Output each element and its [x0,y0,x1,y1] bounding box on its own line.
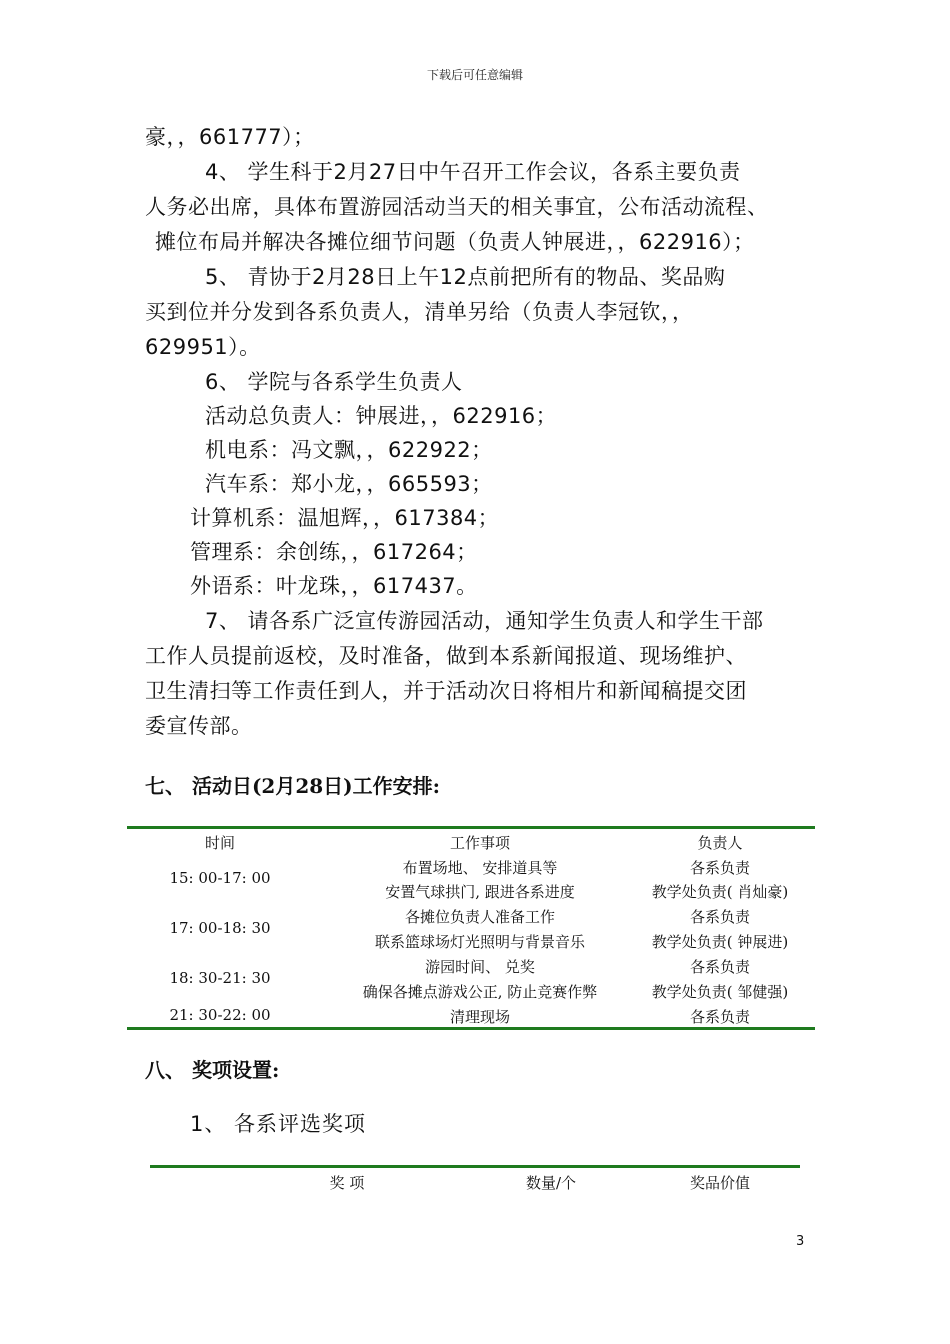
contact-line: 外语系：叶龙珠，，617437。 [190,574,478,598]
table-cell-owner: 教学处负责( 钟展进) [651,933,789,951]
paragraph-line: 4、 学生科于2月27日中午召开工作会议，各系主要负责 [205,160,741,184]
page-number: 3 [796,1234,805,1249]
table-cell-task: 安置气球拱门, 跟进各系进度 [385,883,575,901]
table-header: 时间 [204,834,235,852]
paragraph-line: 委宣传部。 [145,714,253,738]
table-cell-time: 18: 30-21: 30 [169,969,271,987]
table-cell-time: 17: 00-18: 30 [169,919,271,937]
awards-table-header: 奖品价值 [689,1174,750,1192]
table-cell-owner: 教学处负责( 肖灿豪) [651,883,789,901]
awards-table-top-rule [150,1165,800,1168]
paragraph-line: 人务必出席，具体布置游园活动当天的相关事宜，公布活动流程、 [145,195,769,219]
table-cell-task: 联系篮球场灯光照明与背景音乐 [374,933,585,951]
contact-line: 机电系：冯文飘，，622922； [205,438,493,462]
paragraph-line: 6、 学院与各系学生负责人 [205,370,463,394]
paragraph-line: 工作人员提前返校，及时准备，做到本系新闻报道、现场维护、 [145,644,747,668]
subsection-heading: 1、 各系评选奖项 [190,1112,367,1136]
table-cell-task: 布置场地、 安排道具等 [402,859,558,877]
table-cell-owner: 各系负责 [689,859,750,877]
paragraph-line: 豪，，661777）； [145,125,315,149]
awards-table-header: 奖 项 [329,1174,365,1192]
table-cell-owner: 各系负责 [689,1008,750,1026]
paragraph-line: 买到位并分发到各系负责人，清单另给（负责人李冠钦，， [145,300,694,324]
section-heading-8: 八、 奖项设置: [145,1058,280,1082]
table-cell-time: 21: 30-22: 00 [169,1006,271,1024]
page-header: 下载后可任意编辑 [426,68,523,82]
table-bottom-rule [127,1027,815,1030]
paragraph-line: 629951）。 [145,335,261,359]
table-cell-task: 清理现场 [449,1008,510,1026]
awards-table-header: 数量/个 [525,1174,577,1192]
table-header: 负责人 [697,834,743,852]
contact-line: 计算机系：温旭辉，，617384； [190,506,500,530]
paragraph-line: 7、 请各系广泛宣传游园活动，通知学生负责人和学生干部 [205,609,764,633]
paragraph-line: 卫生清扫等工作责任到人，并于活动次日将相片和新闻稿提交团 [145,679,747,703]
table-cell-task: 游园时间、 兑奖 [425,958,535,976]
contact-line: 汽车系：郑小龙，，665593； [205,472,493,496]
table-cell-owner: 各系负责 [689,908,750,926]
table-top-rule [127,826,815,829]
table-cell-task: 各摊位负责人准备工作 [404,908,555,926]
table-cell-time: 15: 00-17: 00 [169,869,271,887]
table-header: 工作事项 [449,834,510,852]
table-cell-owner: 各系负责 [689,958,750,976]
table-cell-task: 确保各摊点游戏公正, 防止竞赛作弊 [362,983,598,1001]
contact-line: 活动总负责人：钟展进，，622916； [205,404,558,428]
paragraph-line: 摊位布局并解决各摊位细节问题（负责人钟展进，，622916）； [155,230,755,254]
table-cell-owner: 教学处负责( 邹健强) [651,983,789,1001]
contact-line: 管理系：余创练，，617264； [190,540,478,564]
section-heading-7: 七、 活动日(2月28日)工作安排: [145,774,441,798]
paragraph-line: 5、 青协于2月28日上午12点前把所有的物品、奖品购 [205,265,726,289]
